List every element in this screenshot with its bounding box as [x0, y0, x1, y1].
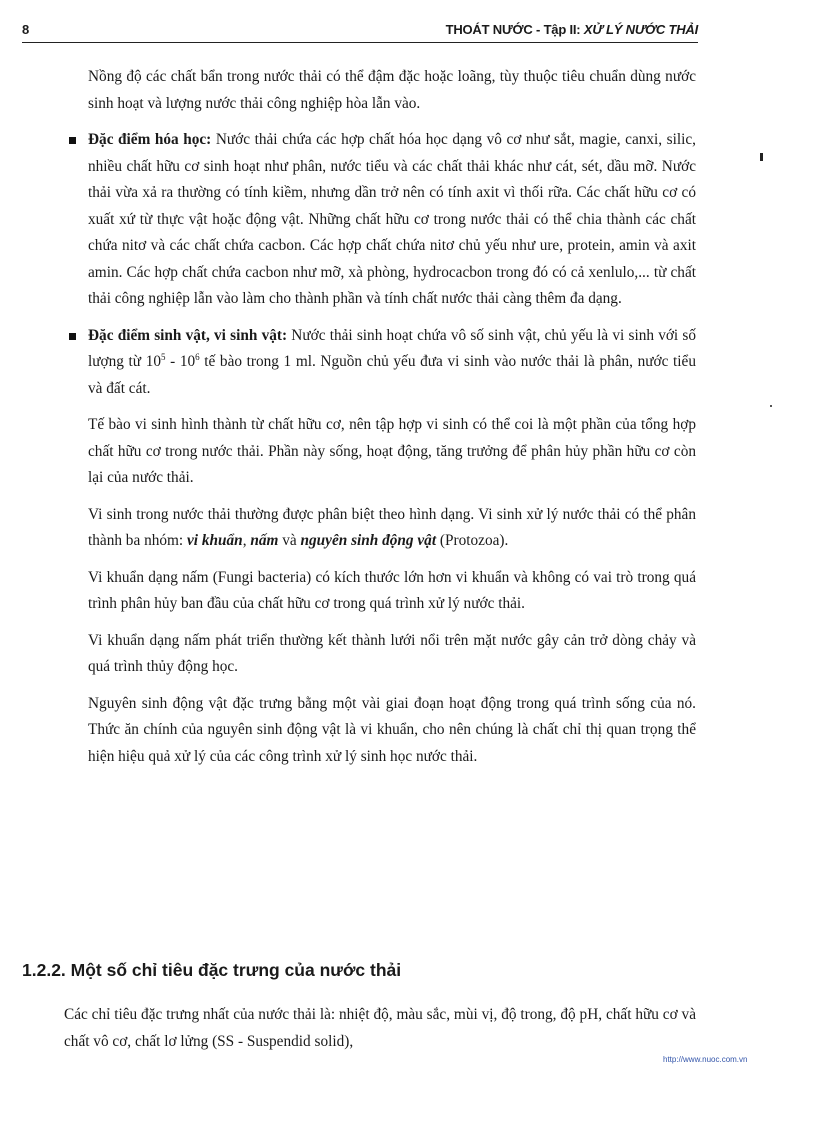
section-heading: 1.2.2. Một số chỉ tiêu đặc trưng của nước thải [22, 960, 402, 980]
running-title [446, 22, 698, 37]
groups-paragraph [88, 502, 696, 555]
section-paragraph: Các chỉ tiêu đặc trưng nhất của nước thải là: nhiệt độ, màu sắc, mùi vị, độ trong, độ pH, chất hữu cơ và chất vô cơ, chất lơ lửng (SS - Suspendid solid), [64, 1006, 696, 1050]
exponent-5: 5 [161, 351, 166, 362]
term-bacteria: vi khuẩn [187, 532, 243, 549]
biological-text-c: tế bào trong 1 ml. Nguồn chủ yếu đưa vi sinh vào nước thải là phân, nước tiểu và đất cát. [88, 353, 696, 397]
groups-text-b: (Protozoa). [436, 532, 509, 549]
page-number: 8 [22, 22, 30, 37]
groups-sep2: và [278, 532, 301, 549]
scan-mark [760, 153, 763, 161]
body-text [64, 64, 696, 770]
section-body [64, 1002, 696, 1055]
footer-url[interactable]: http://www.nuoc.com.vn [663, 1055, 748, 1064]
intro-paragraph: Nồng độ các chất bẩn trong nước thải có thể đậm đặc hoặc loãng, tùy thuộc tiêu chuẩn dùng nước sinh hoạt và lượng nước thải công nghiệp hòa lẫn vào. [88, 68, 696, 112]
running-title-sub: XỬ LÝ NƯỚC THẢI [583, 22, 698, 37]
term-fungi: nấm [250, 532, 279, 549]
biological-bullet [88, 323, 696, 403]
groups-text-a: Vi sinh trong nước thải thường được phân biệt theo hình dạng. Vi sinh xử lý nước thải có thể phân thành ba nhóm: [88, 505, 696, 549]
bullet-square-icon [69, 137, 76, 144]
biological-text-b: - 10 [165, 353, 196, 370]
exponent-6: 6 [195, 351, 200, 362]
chemical-text: Nước thải chứa các hợp chất hóa học dạng vô cơ như sắt, magie, canxi, silic, nhiều chất hữu cơ sinh hoạt như phân, nước tiểu và các chất thải khác như cát, sét, dầu mỡ. Nước thải vừa xả ra thường có tính kiềm, nhưng dần trở nên có tính axit vì thối rữa. Các chất hữu cơ có xuất xứ từ thực vật hoặc động vật. Những chất hữu cơ trong nước thải có thể chia thành các chất chứa nitơ và các chất chứa cacbon. Các hợp chất chứa nitơ chủ yếu như ure, protein, amin và axit amin. Các hợp chất chứa cacbon như mỡ, xà phòng, hydrocacbon trong đó có cả xenlulo,... từ chất thải công nghiệp lẫn vào làm cho thành phần và tính chất nước thải càng thêm đa dạng. [88, 131, 696, 307]
running-title-main: THOÁT NƯỚC - Tập II: [445, 22, 584, 37]
protozoa-paragraph: Nguyên sinh động vật đặc trưng bằng một vài giai đoạn hoạt động trong quá trình sống của nó. Thức ăn chính của nguyên sinh động vật là vi khuẩn, cho nên chúng là chất chỉ thị quan trọng thể hiện hiệu quả xử lý của các công trình xử lý sinh học nước thải. [88, 694, 696, 765]
biological-text-a: Nước thải sinh hoạt chứa vô số sinh vật, chủ yếu là vi sinh với số lượng từ 10 [88, 326, 696, 370]
fungi-paragraph: Vi khuẩn dạng nấm (Fungi bacteria) có kích thước lớn hơn vi khuẩn và không có vai trò trong quá trình phân hủy ban đầu của chất hữu cơ trong quá trình xử lý nước thải. [88, 568, 696, 612]
mesh-paragraph: Vi khuẩn dạng nấm phát triển thường kết thành lưới nổi trên mặt nước gây cản trở dòng chảy và quá trình thủy động học. [88, 631, 696, 675]
chemical-label: Đặc điểm hóa học: [88, 131, 212, 148]
term-protozoa: nguyên sinh động vật [300, 532, 437, 549]
groups-sep1: , [242, 532, 251, 549]
bullet-square-icon [69, 333, 76, 340]
biological-label: Đặc điểm sinh vật, vi sinh vật: [88, 326, 288, 344]
scan-dot [770, 405, 772, 407]
chemical-bullet [88, 127, 696, 313]
running-header [22, 20, 698, 43]
cells-paragraph: Tế bào vi sinh hình thành từ chất hữu cơ, nên tập hợp vi sinh có thể coi là một phần của tổng hợp chất hữu cơ trong nước thải. Phần này sống, hoạt động, tăng trưởng để phân hủy phần hữu cơ còn lại của nước thải. [88, 416, 696, 486]
